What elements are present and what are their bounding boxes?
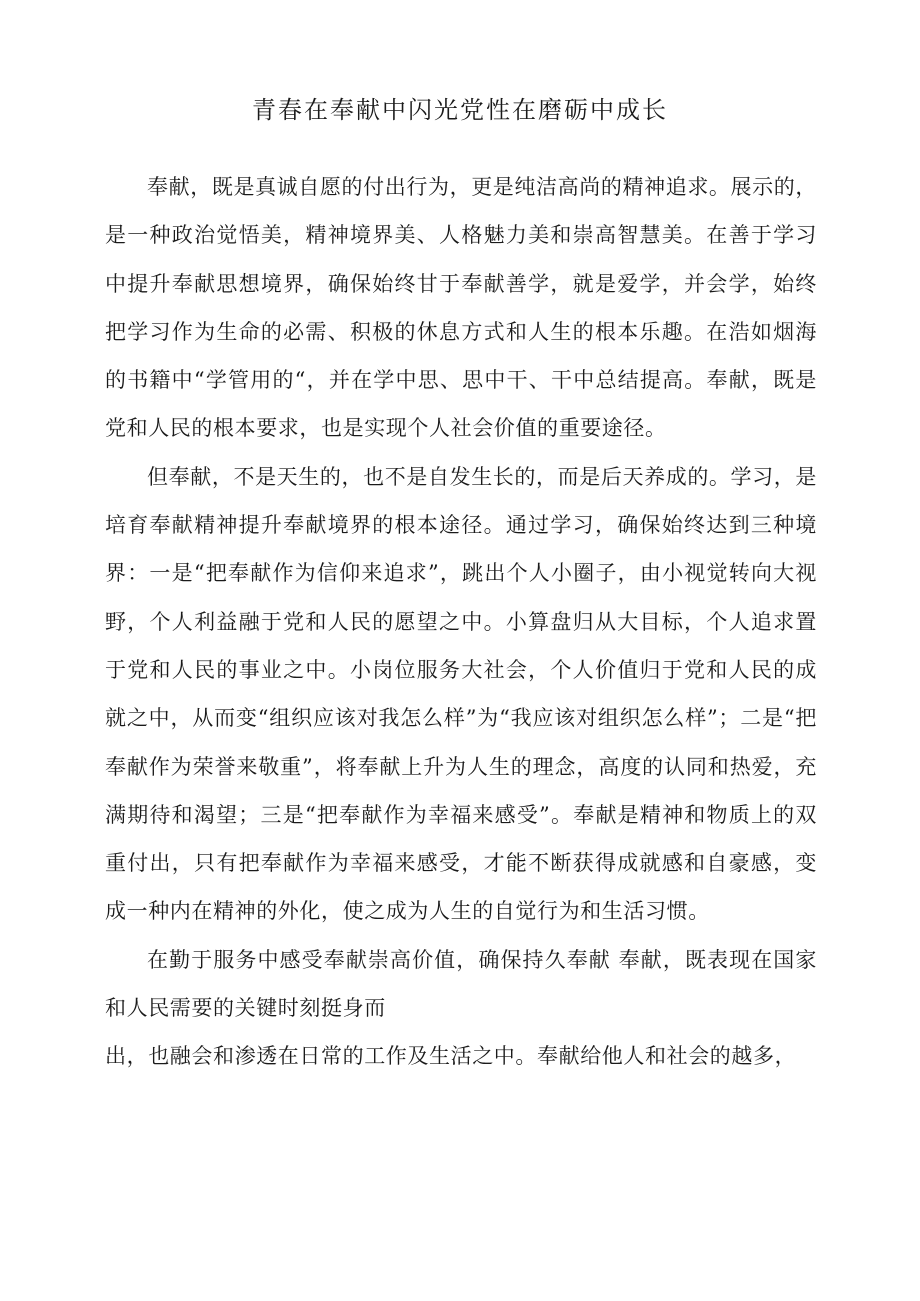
paragraph-continuation: 出，也融会和渗透在日常的工作及生活之中。奉献给他人和社会的越多， bbox=[105, 1044, 797, 1069]
paragraph-3: 在勤于服务中感受奉献崇高价值，确保持久奉献 奉献，既表现在国家和人民需要的关键时刻挺身而 bbox=[105, 947, 817, 1021]
document-body bbox=[105, 163, 817, 1081]
paragraph-1: 奉献，既是真诚自愿的付出行为，更是纯洁高尚的精神追求。展示的，是一种政治觉悟美，精神境界美、人格魅力美和崇高智慧美。在善于学习中提升奉献思想境界，确保始终甘于奉献善学，就是爱学，并会学，始终把学习作为生命的必需、积极的休息方式和人生的根本乐趣。在浩如烟海的书籍中“学管用的“，并在学中思、思中干、干中总结提高。奉献，既是党和人民的根本要求，也是实现个人社会价值的重要途径。 bbox=[105, 175, 817, 441]
paragraph-2: 但奉献，不是天生的，也不是自发生长的，而是后天养成的。学习，是培育奉献精神提升奉献境界的根本途径。通过学习，确保始终达到三种境界：一是“把奉献作为信仰来追求”，跳出个人小圈子，由小视觉转向大视野，个人利益融于党和人民的愿望之中。小算盘归从大目标，个人追求置于党和人民的事业之中。小岗位服务大社会，个人价值归于党和人民的成就之中，从而变“组织应该对我怎么样”为“我应该对组织怎么样”；二是“把奉献作为荣誉来敬重”，将奉献上升为人生的理念，高度的认同和热爱，充满期待和渴望；三是“把奉献作为幸福来感受”。奉献是精神和物质上的双重付出，只有把奉献作为幸福来感受，才能不断获得成就感和自豪感，变成一种内在精神的外化，使之成为人生的自觉行为和生活习惯。 bbox=[105, 464, 817, 924]
document-title: 青春在奉献中闪光党性在磨砺中成长 bbox=[252, 96, 668, 124]
